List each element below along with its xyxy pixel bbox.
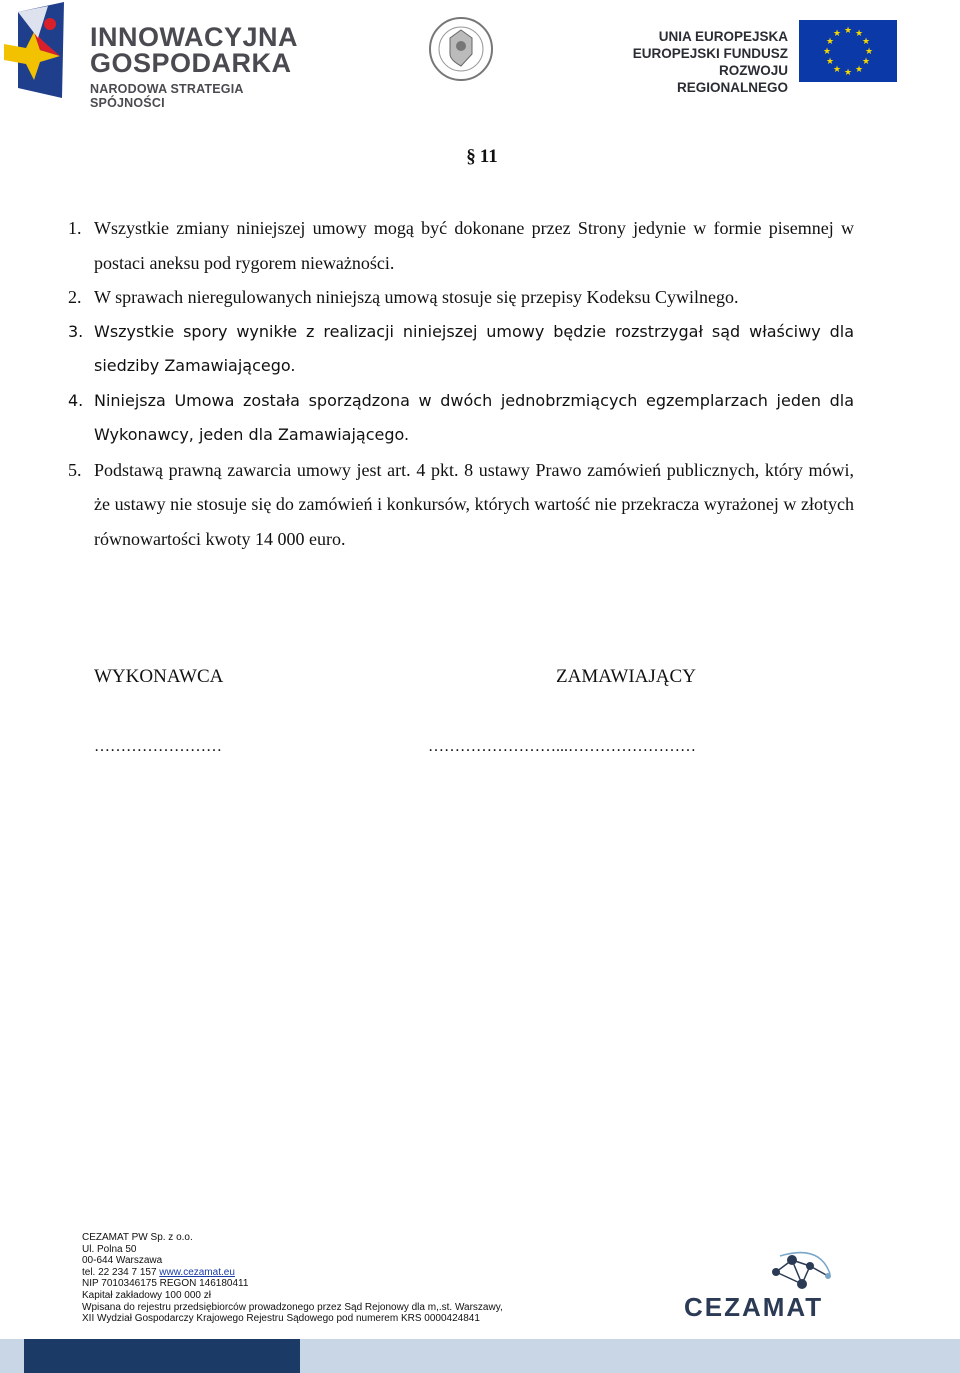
section-number: 11 (479, 146, 498, 167)
svg-text:★: ★ (854, 29, 864, 39)
client-signature-label: ZAMAWIAJĄCY (556, 666, 696, 687)
eu-logo-line1: UNIA EUROPEJSKA (658, 29, 788, 44)
clause-text: Wszystkie spory wynikłe z realizacji niniejszej umowy będzie rozstrzygał sąd właściwy dla siedziby Zamawiającego. (94, 321, 854, 375)
clause-number: 2. (68, 287, 82, 307)
clause-item (64, 280, 854, 315)
eu-logo-text (612, 28, 788, 96)
clause-text: Niniejsza Umowa została sporządzona w dwóch jednobrzmiących egzemplarzach jeden dla Wykonawcy, jeden dla Zamawiającego. (94, 390, 854, 444)
svg-text:★: ★ (832, 65, 842, 75)
clause-item (64, 453, 854, 557)
svg-text:★: ★ (822, 47, 832, 57)
company-info (82, 1232, 503, 1325)
ig-logo-line3: NARODOWA STRATEGIA SPÓJNOŚCI (90, 82, 244, 110)
company-tax-ids: NIP 7010346175 REGON 146180411 (82, 1278, 249, 1290)
contractor-signature-label: WYKONAWCA (94, 666, 224, 687)
clause-number: 5. (68, 459, 82, 480)
clause-item (64, 384, 854, 453)
clause-number: 1. (68, 218, 82, 238)
company-capital: Kapitał zakładowy 100 000 zł (82, 1289, 211, 1301)
clause-text: Podstawą prawną zawarcia umowy jest art. 4 pkt. 8 ustawy Prawo zamówień publicznych, który mówi, że ustawy nie stosuje się do zamówień i konkursów, których wartość nie przekracza wyrażonej w złotych równowartości kwoty 14 000 euro. (94, 459, 854, 549)
eu-logo-line2: EUROPEJSKI FUNDUSZ (632, 46, 788, 61)
contractor-signature-line: …………………… (94, 738, 222, 755)
company-city: 00-644 Warszawa (82, 1255, 163, 1267)
ig-logo-text (90, 24, 304, 110)
company-name: CEZAMAT PW Sp. z o.o. (82, 1232, 193, 1243)
svg-text:★: ★ (861, 37, 871, 47)
clause-item (64, 315, 854, 384)
section-symbol: § (466, 146, 476, 167)
clause-number: 4. (68, 390, 84, 410)
svg-text:★: ★ (825, 57, 835, 67)
ig-logo-line2: GOSPODARKA (90, 48, 292, 78)
svg-text:★: ★ (861, 57, 871, 67)
ig-emblem-icon (4, 2, 88, 98)
clause-number: 3. (68, 321, 84, 341)
company-street: Ul. Polna 50 (82, 1243, 137, 1255)
svg-text:★: ★ (864, 47, 874, 57)
client-signature-line: ……………………...…………………… (428, 738, 696, 755)
clause-text: W sprawach nieregulowanych niniejszą umową stosuje się przepisy Kodeksu Cywilnego. (94, 287, 739, 307)
university-seal-icon (428, 16, 494, 82)
clause-list (64, 211, 854, 556)
svg-text:★: ★ (825, 37, 835, 47)
svg-text:★: ★ (832, 29, 842, 39)
innowacyjna-gospodarka-logo (4, 2, 304, 110)
company-registry-line2: XII Wydział Gospodarczy Krajowego Rejestru Sądowego pod numerem KRS 0000424841 (82, 1313, 480, 1325)
company-contact (82, 1267, 503, 1279)
svg-text:★: ★ (843, 68, 853, 78)
company-phone: tel. 22 234 7 157 (82, 1266, 157, 1278)
clause-text: Wszystkie zmiany niniejszej umowy mogą być dokonane przez Strony jedynie w formie pisemnej w postaci aneksu pod rygorem nieważności. (94, 218, 854, 273)
eu-logo-line3: ROZWOJU REGIONALNEGO (676, 63, 788, 95)
eu-flag-icon (799, 20, 897, 82)
cezamat-logo-word: CEZAMAT (684, 1292, 824, 1322)
footer-bar-accent (24, 1339, 300, 1373)
svg-text:★: ★ (854, 65, 864, 75)
company-registry-line1: Wpisana do rejestru przedsiębiorców prowadzonego przez Sąd Rejonowy dla m,.st. Warszawy, (82, 1301, 503, 1313)
clause-item (64, 211, 854, 280)
company-website-link[interactable]: www.cezamat.eu (159, 1266, 235, 1278)
svg-text:★: ★ (843, 26, 853, 36)
section-heading (0, 146, 960, 168)
ig-logo-line1: INNOWACYJNA (90, 22, 299, 52)
